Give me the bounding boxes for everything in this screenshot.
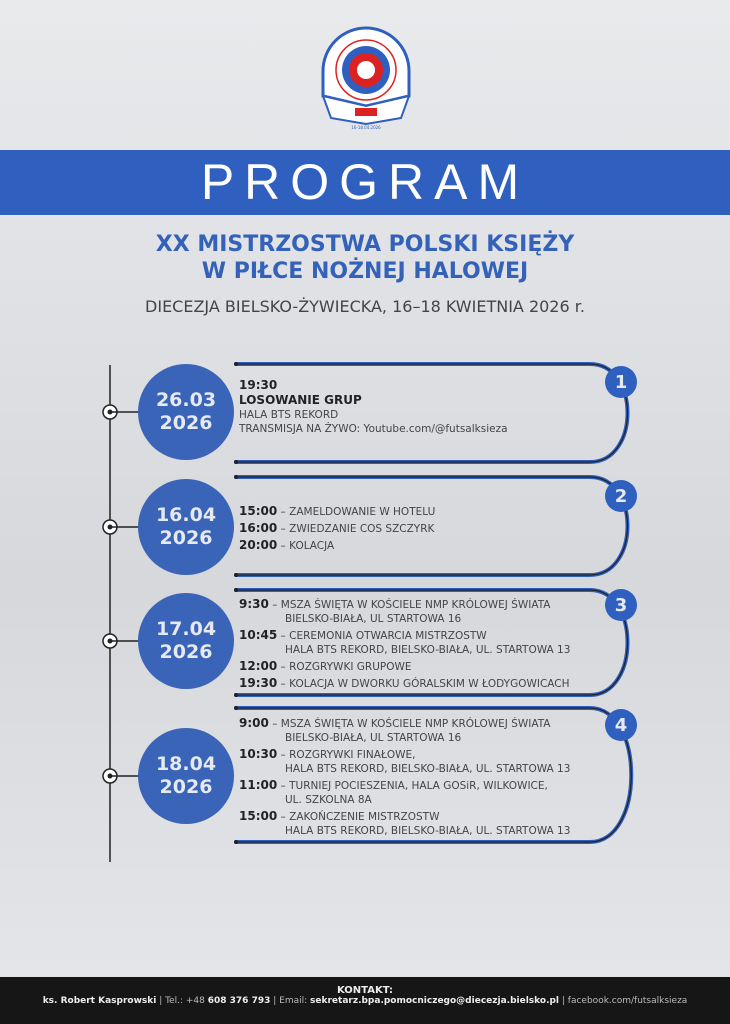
event-title-line2: W PIŁCE NOŻNEJ HALOWEJ [201, 259, 529, 284]
event-title-line1: XX MISTRZOSTWA POLSKI KSIĘŻY [155, 232, 575, 257]
day-number-2: 2 [605, 480, 637, 512]
day-number-3: 3 [605, 589, 637, 621]
date-badge-2: 16.04 2026 [138, 479, 234, 575]
day-number-1: 1 [605, 366, 637, 398]
event-subtitle: DIECEZJA BIELSKO-ŻYWIECKA, 16–18 KWIETNIA 2026 r. [145, 297, 585, 316]
email-link[interactable]: sekretarz.bpa.pomocniczego@diecezja.bielsko.pl [310, 996, 560, 1006]
date-badge-4: 18.04 2026 [138, 728, 234, 824]
date-badge-1: 26.03 2026 [138, 364, 234, 460]
contact-footer: KONTAKT: ks. Robert Kasprowski | Tel.: +48 608 376 793 | Email: sekretarz.bpa.pomocniczego@diecezja.bielsko.pl | facebook.com/futsalksieza [0, 977, 730, 1024]
day3-events: 9:30 – MSZA ŚWIĘTA W KOŚCIELE NMP KRÓLOWEJ ŚWIATA BIELSKO-BIAŁA, UL STARTOWA 16 10:45 – CEREMONIA OTWARCIA MISTRZOSTW HALA BTS REKORD, BIELSKO-BIAŁA, UL. STARTOWA 13 12:00 – ROZGRYWKI GRUPOWE 19:30 – KOLACJA W DWORKU GÓRALSKIM W ŁODYGOWICACH [239, 597, 571, 690]
day2-events: 15:00 – ZAMELDOWANIE W HOTELU 16:00 – ZWIEDZANIE COS SZCZYRK 20:00 – KOLACJA [239, 504, 436, 552]
date-badge-3: 17.04 2026 [138, 593, 234, 689]
stream-link: TRANSMISJA NA ŻYWO: Youtube.com/@futsalksieza [239, 423, 508, 435]
day4-events: 9:00 – MSZA ŚWIĘTA W KOŚCIELE NMP KRÓLOWEJ ŚWIATA BIELSKO-BIAŁA, UL STARTOWA 16 10:30 – ROZGRYWKI FINAŁOWE, HALA BTS REKORD, BIELSKO-BIAŁA, UL. STARTOWA 13 11:00 – TURNIEJ POCIESZENIA, HALA GOSiR, WILKOWICE, UL. SZKOLNA 8A 15:00 – ZAKOŃCZENIE MISTRZOSTW HALA BTS REKORD, BIELSKO-BIAŁA, UL. STARTOWA 13 [239, 716, 571, 837]
day-number-4: 4 [605, 709, 637, 741]
svg-text:16-18.04.2026: 16-18.04.2026 [351, 125, 381, 130]
facebook-link[interactable]: | facebook.com/futsalksieza [561, 996, 688, 1006]
day1-events: 19:30 LOSOWANIE GRUP HALA BTS REKORD TRANSMISJA NA ŻYWO: Youtube.com/@futsalksieza [239, 378, 508, 435]
program-banner: PROGRAM [0, 150, 730, 215]
